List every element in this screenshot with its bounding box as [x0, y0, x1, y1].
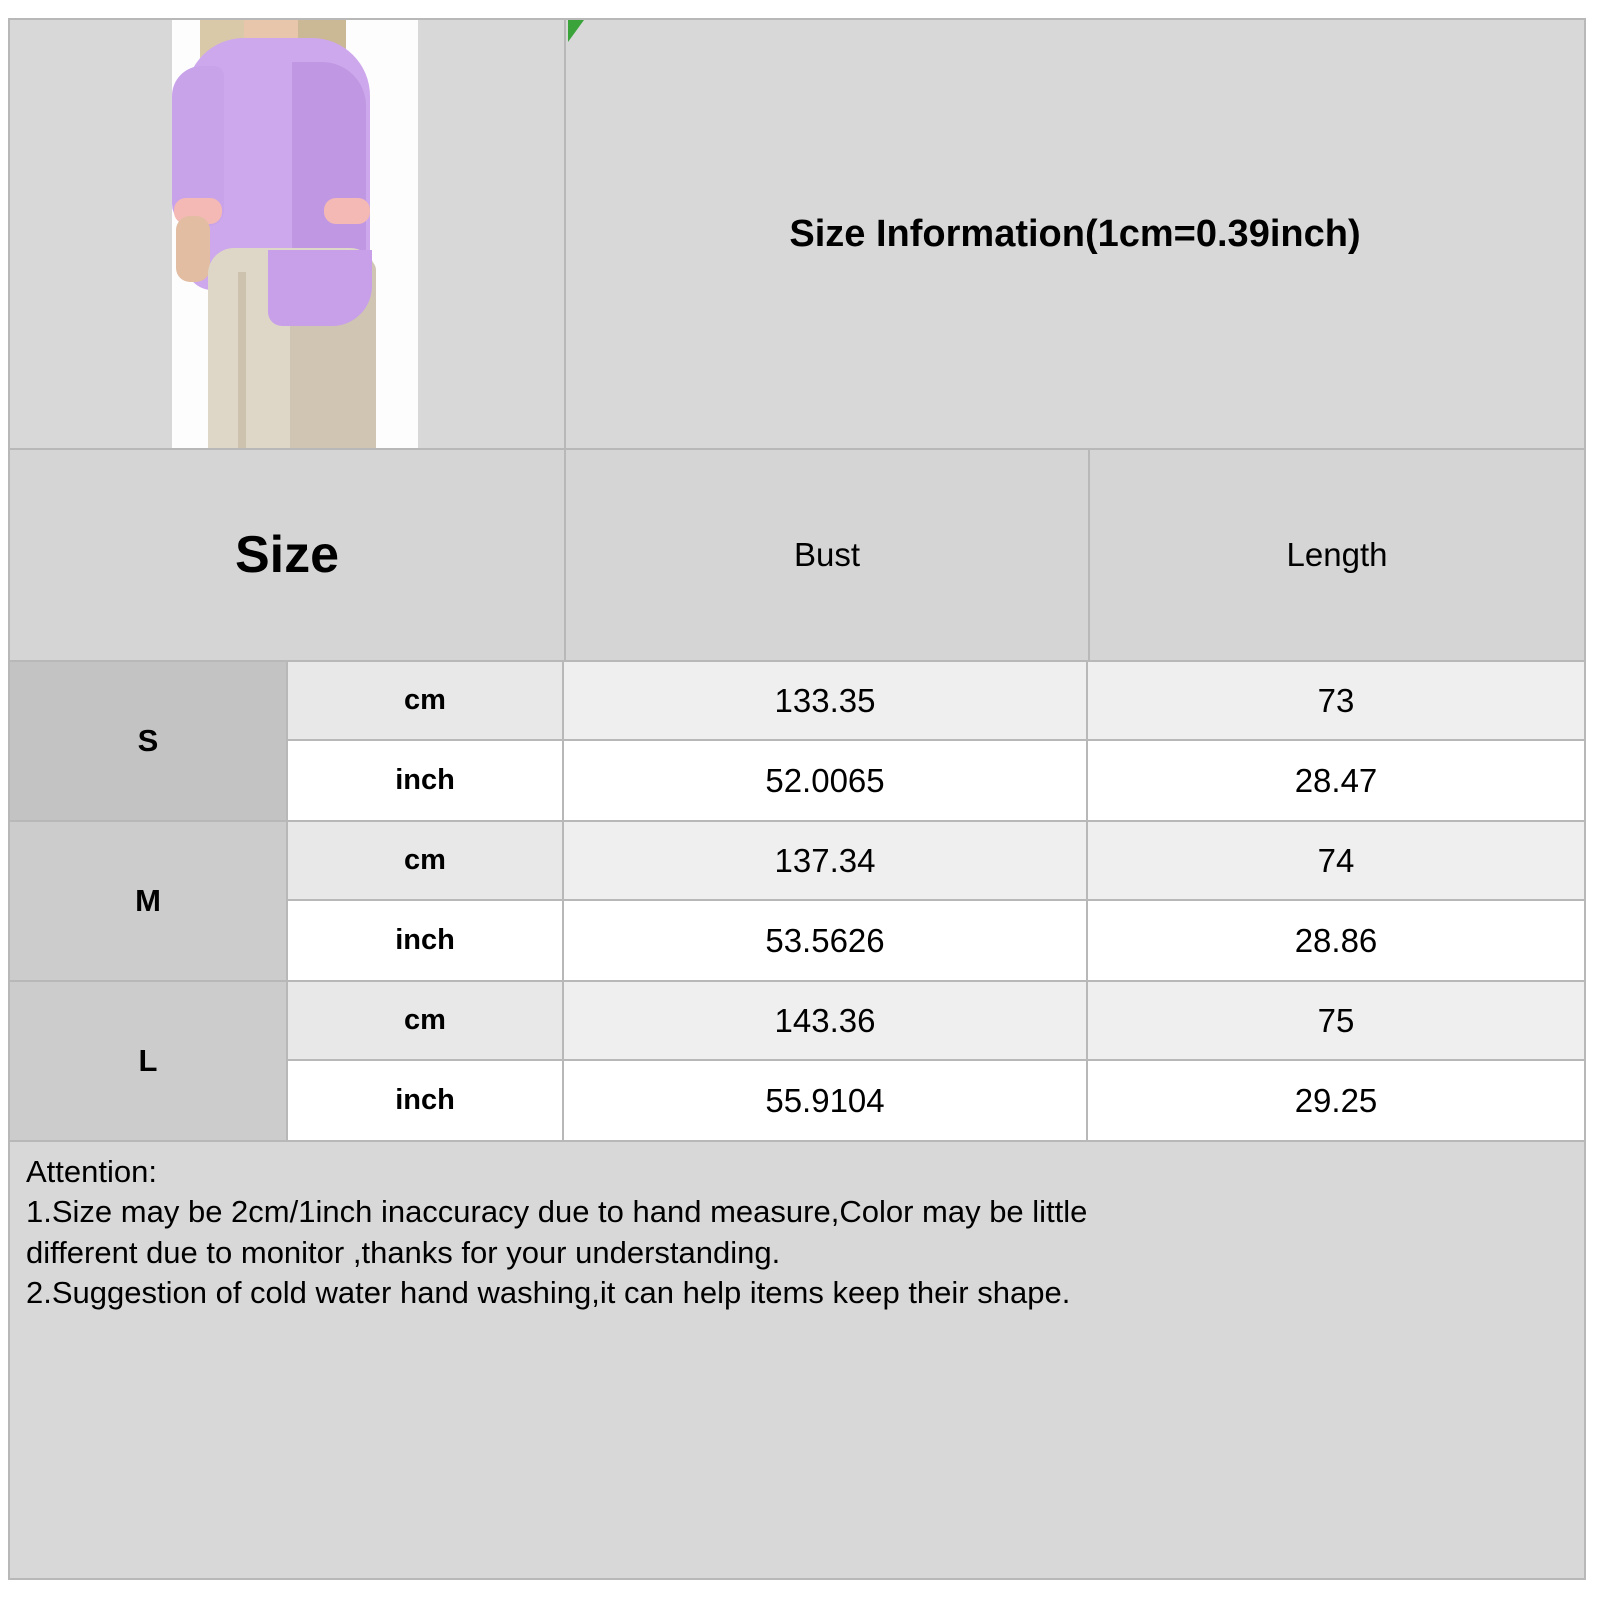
- bust-cm-l: 143.36: [564, 982, 1088, 1059]
- attention-line-3: 2.Suggestion of cold water hand washing,it can help items keep their shape.: [26, 1274, 1071, 1310]
- length-cm-m: 74: [1088, 822, 1584, 899]
- size-label-m: M: [10, 822, 288, 980]
- product-photo: [172, 20, 418, 448]
- title-cell: [566, 20, 1584, 448]
- attention-line-2: different due to monitor ,thanks for your understanding.: [26, 1234, 781, 1270]
- length-cm-l: 75: [1088, 982, 1584, 1059]
- unit-inch: inch: [288, 1061, 564, 1140]
- product-image-cell: [10, 20, 566, 448]
- size-chart: [8, 18, 1586, 1580]
- column-header-bust: Bust: [566, 450, 1090, 660]
- unit-cm: cm: [288, 822, 564, 899]
- size-label-s: S: [10, 662, 288, 820]
- page-title: Size Information(1cm=0.39inch): [789, 212, 1361, 255]
- bust-inch-s: 52.0065: [564, 741, 1088, 820]
- unit-cm: cm: [288, 982, 564, 1059]
- table-row: [10, 822, 1584, 982]
- unit-inch: inch: [288, 741, 564, 820]
- column-header-length: Length: [1090, 450, 1584, 660]
- bust-inch-m: 53.5626: [564, 901, 1088, 980]
- table-header-row: [10, 450, 1584, 662]
- bust-cm-m: 137.34: [564, 822, 1088, 899]
- size-label-l: L: [10, 982, 288, 1140]
- table-row: [10, 982, 1584, 1142]
- green-corner-marker-icon: [568, 20, 584, 42]
- table-row: [10, 662, 1584, 822]
- unit-inch: inch: [288, 901, 564, 980]
- length-cm-s: 73: [1088, 662, 1584, 739]
- attention-block: [10, 1142, 1584, 1313]
- length-inch-m: 28.86: [1088, 901, 1584, 980]
- chart-header-row: [10, 20, 1584, 450]
- bust-inch-l: 55.9104: [564, 1061, 1088, 1140]
- bust-cm-s: 133.35: [564, 662, 1088, 739]
- length-inch-s: 28.47: [1088, 741, 1584, 820]
- column-header-size: Size: [10, 450, 566, 660]
- attention-heading: Attention:: [26, 1154, 157, 1189]
- attention-line-1: 1.Size may be 2cm/1inch inaccuracy due to hand measure,Color may be little: [26, 1194, 1088, 1230]
- unit-cm: cm: [288, 662, 564, 739]
- length-inch-l: 29.25: [1088, 1061, 1584, 1140]
